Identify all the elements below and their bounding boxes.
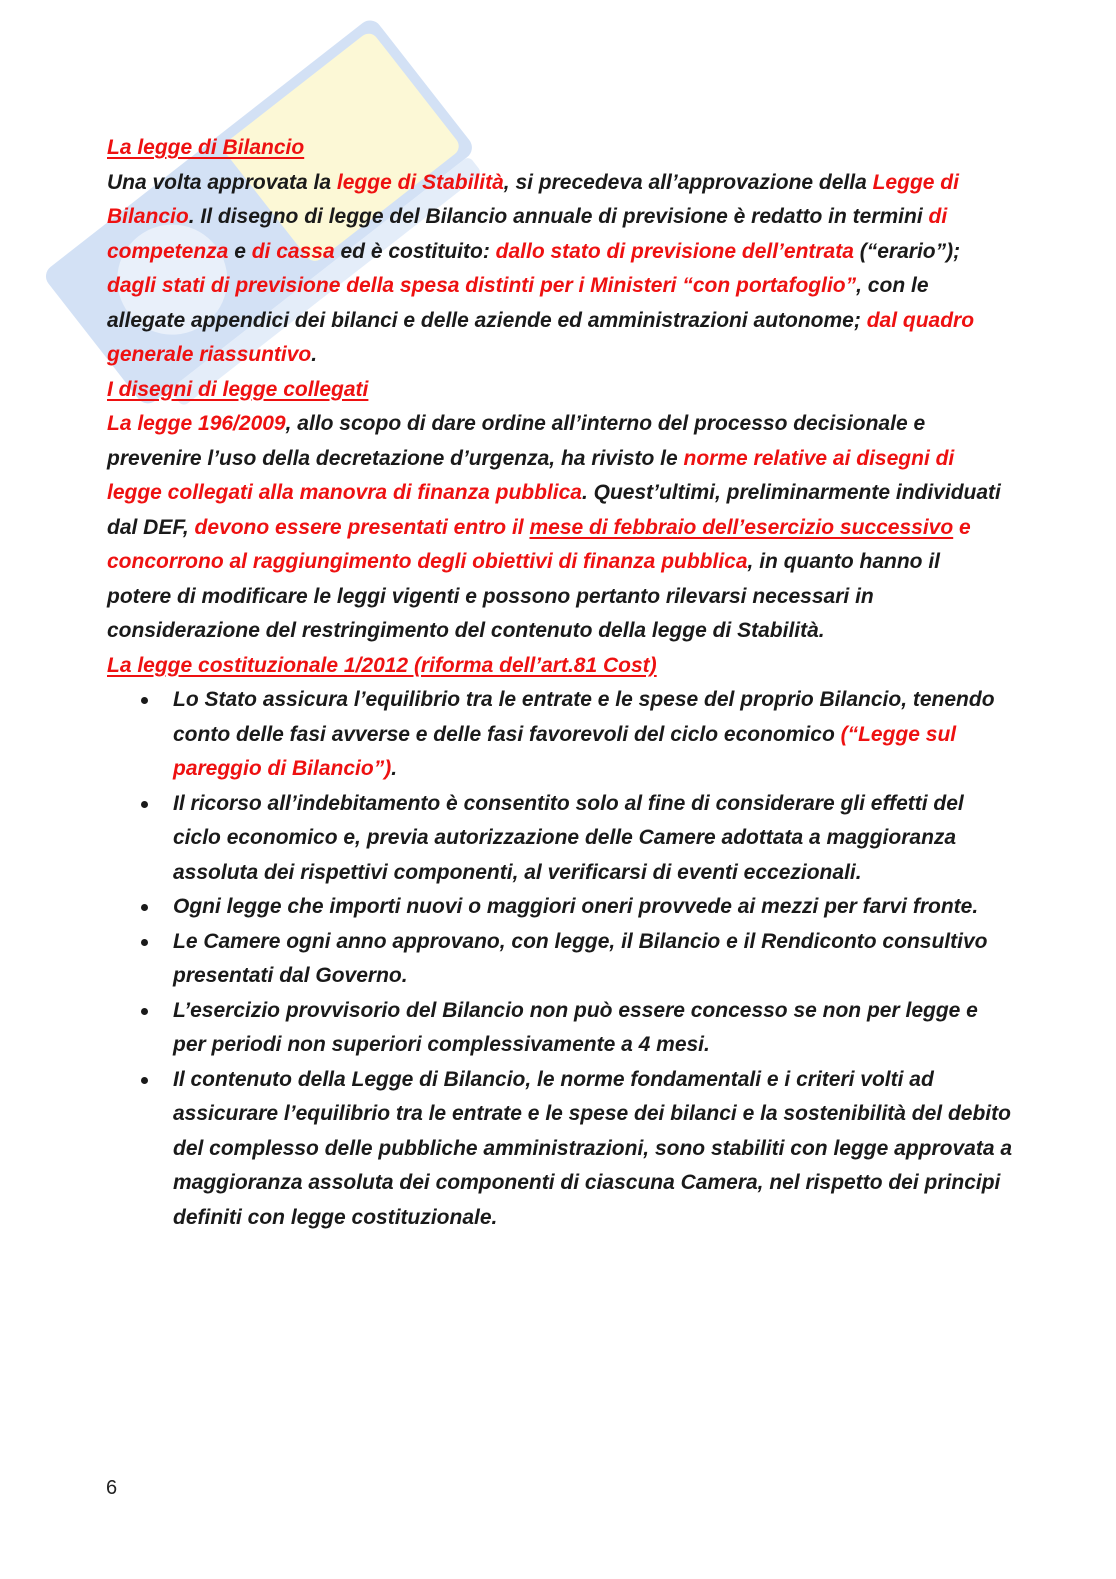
- highlight-run: devono essere presentati entro il: [194, 515, 530, 539]
- bullet-icon: [141, 939, 148, 946]
- text-run: Una volta approvata la: [107, 170, 337, 194]
- text-run: ed è costituito:: [334, 239, 496, 263]
- text-run: (“erario”);: [853, 239, 961, 263]
- text-run: L’esercizio provvisorio del Bilancio non può essere concesso se non per legge e per periodi non superiori complessivamente a 4 mesi.: [173, 998, 978, 1056]
- text-run: . Il disegno di legge del Bilancio annuale di previsione è redatto in termini: [188, 205, 929, 228]
- bullet-icon: [141, 904, 148, 911]
- text-run: , con le allegate appendici dei bilanci e delle aziende ed amministrazioni autonome;: [107, 274, 929, 332]
- bullet-list: [107, 683, 1013, 1235]
- text-run: e: [228, 239, 252, 263]
- list-item: [107, 925, 1013, 994]
- bullet-icon: [141, 1008, 148, 1015]
- highlight-run: e concorrono al raggiungimento degli obiettivi di finanza pubblica: [107, 515, 971, 573]
- highlight-run: dal quadro generale riassuntivo: [107, 308, 975, 366]
- document-body: [107, 131, 1013, 1235]
- highlight-run: legge di Stabilità: [336, 170, 504, 194]
- heading-text: I disegni di legge collegati: [107, 377, 369, 401]
- page-number: 6: [106, 1477, 118, 1499]
- text-run: Il ricorso all’indebitamento è consentito solo al fine di considerare gli effetti del ciclo economico e, previa autorizzazione delle Camere adottata a maggioranza assoluta dei rispettivi componenti, al verificarsi di eventi eccezionali.: [173, 791, 964, 884]
- heading-text: La legge di Bilancio: [107, 136, 305, 159]
- list-item: [107, 994, 1013, 1063]
- text-run: , allo scopo di dare ordine all’interno del processo decisionale e prevenire l’uso della decretazione d’urgenza, ha rivisto le: [107, 412, 926, 470]
- highlight-run: dallo stato di previsione dell’entrata: [495, 239, 854, 263]
- list-item: [107, 683, 1013, 787]
- highlight-run: dagli stati di previsione della spesa distinti per i Ministeri “con portafoglio”: [107, 274, 857, 297]
- bullet-icon: [141, 801, 148, 808]
- list-item: [107, 890, 1013, 925]
- section-heading-disegni-collegati: [107, 373, 1007, 408]
- text-run: . Quest’ultimi, preliminarmente individuati dal DEF,: [107, 481, 1001, 539]
- highlight-run: norme relative ai disegni di legge collegati alla manovra di finanza pubblica: [107, 446, 955, 504]
- text-run: .: [391, 757, 398, 780]
- bullet-icon: [141, 697, 148, 704]
- list-item: [107, 787, 1013, 891]
- highlight-run: La legge 196/2009: [107, 412, 286, 435]
- section-heading-legge-costituzionale: [107, 649, 1007, 684]
- highlight-run: Legge di Bilancio: [107, 170, 959, 228]
- text-run: , in quanto hanno il potere di modificare le leggi vigenti e possono pertanto rilevarsi necessari in considerazione del restringimento del contenuto della legge di Stabilità.: [107, 550, 941, 642]
- underlined-highlight-run: mese di febbraio dell’esercizio successivo: [529, 515, 954, 539]
- paragraph-disegni-collegati: [107, 407, 1007, 649]
- text-run: Lo Stato assicura l’equilibrio tra le entrate e le spese del proprio Bilancio, tenendo conto delle fasi avverse e delle fasi favorevoli del ciclo economico: [173, 688, 995, 746]
- section-heading-legge-bilancio: [107, 131, 1007, 166]
- paragraph-legge-bilancio: [107, 166, 1007, 373]
- highlight-run: di cassa: [251, 239, 335, 263]
- text-run: Le Camere ogni anno approvano, con legge, il Bilancio e il Rendiconto consultivo presentati dal Governo.: [173, 929, 988, 987]
- text-run: .: [311, 343, 318, 366]
- highlight-run: di competenza: [107, 205, 948, 263]
- text-run: Il contenuto della Legge di Bilancio, le norme fondamentali e i criteri volti ad assicurare l’equilibrio tra le entrate e le spese dei bilanci e la sostenibilità del debito del complesso delle pubbliche amministrazioni, sono stabiliti con legge approvata a maggioranza assoluta dei componenti di ciascuna Camera, nel rispetto dei principi definiti con legge costituzionale.: [173, 1067, 1013, 1229]
- highlight-run: (“Legge sul pareggio di Bilancio”): [173, 722, 957, 780]
- text-run: Ogni legge che importi nuovi o maggiori oneri provvede ai mezzi per farvi fronte.: [173, 895, 979, 918]
- text-run: , si precedeva all’approvazione della: [503, 170, 873, 194]
- heading-text: La legge costituzionale 1/2012 (riforma dell’art.81 Cost): [107, 653, 657, 677]
- list-item: [107, 1063, 1013, 1236]
- bullet-icon: [141, 1077, 148, 1084]
